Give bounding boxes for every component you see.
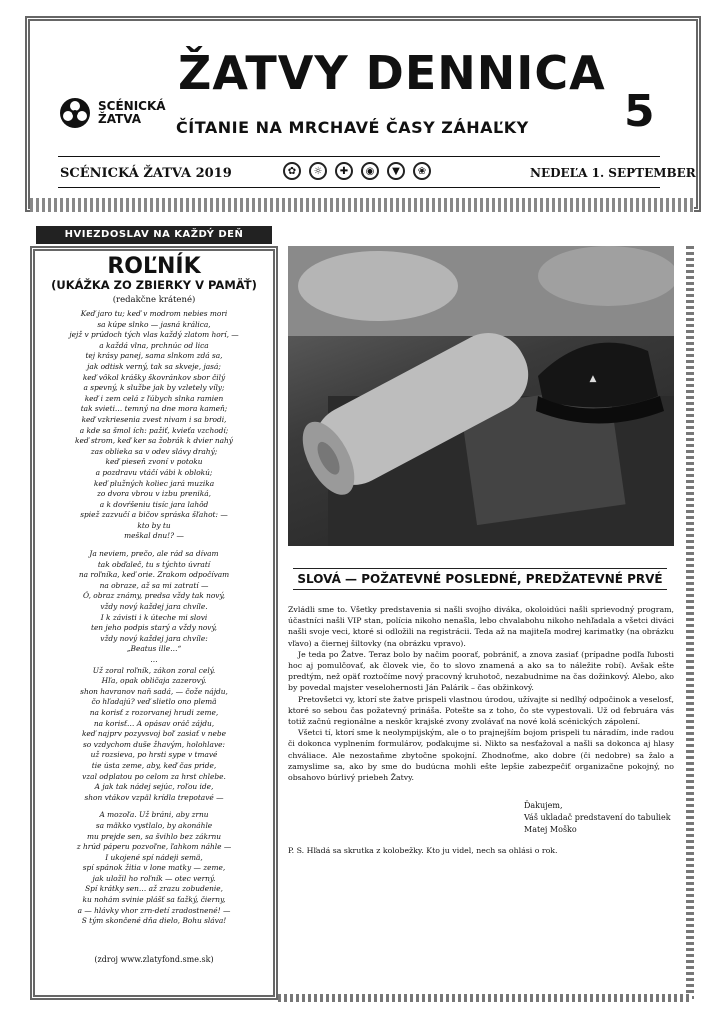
poem-source: (zdroj www.zlatyfond.sme.sk) — [94, 955, 214, 964]
poem-subtitle: (UKÁŽKA ZO ZBIERKY V PAMÄŤ) — [51, 278, 257, 292]
festival-icon-1: ✿ — [283, 162, 301, 180]
poem-line: keď vôkol krášky škovránkov sbor čilý — [82, 372, 226, 382]
festival-icons-row — [283, 162, 431, 180]
poem-line: keď najprv pozyvsvoj boľ zasiať v nebe — [81, 729, 227, 739]
edition-label: SCÉNICKÁ ŽATVA 2019 — [60, 166, 232, 181]
postscript: P. S. Hľadá sa skrutka z kolobežky. Kto ju videl, nech sa ohlási o rok. — [288, 846, 558, 855]
poem-line: už rozsieva, po hrsti sype v tmavé — [90, 750, 218, 760]
section-tag: HVIEZDOSLAV NA KAŽDÝ DEŇ — [36, 226, 272, 244]
poem-note: (redakčne krátené) — [112, 295, 196, 305]
signature-line-2: Váš ukladač predstavení do tabuliek — [524, 813, 671, 822]
poem-line: Ja neviem, prečo, ale rád sa dívam — [89, 549, 219, 559]
header-ornament-strip — [30, 198, 694, 212]
poem-line: a pozdravu vtáčí vábi k oblokú; — [95, 467, 213, 477]
poem-stanza-3 — [40, 666, 268, 804]
poem-line: ten jeho podpis starý a vždy nový, — [90, 623, 218, 633]
newspaper-title: ŽATVY DENNICA — [178, 46, 606, 100]
poem-line: shon havranov naň sadá, — čože nájdu, — [80, 686, 228, 696]
poem-ellipsis: … — [150, 655, 158, 664]
poem-line: spí spánok žitia v lone matky — zeme, — [82, 863, 226, 873]
poem-line: spiež zazvučí a bičov spráska šľahot: — — [80, 510, 228, 520]
poem-line: tej krásy panej, sama slnkom zdá sa, — [85, 351, 223, 361]
photo-illustration — [288, 246, 674, 546]
poem-line: keď plužných koliec jará muzika — [93, 478, 215, 488]
right-ornament-border — [686, 246, 694, 1000]
article-paragraph: Pretovšetci vy, ktorí ste žatve prispeli vlastnou úrodou, užívajte si nedlhý odpočinok a veselosť, ktoré so sebou čas požatevný prináša. Potešte sa z toho, čo ste vypestovali. Už od februára vás totiž začnú regionálne a neskôr krajské zvony zvolávať na nové kolá scénických zápolení. — [288, 694, 674, 727]
poem-line: keď i zem celá z ľúbych slnka ramien — [84, 393, 224, 403]
signature-line-1: Ďakujem, — [524, 801, 563, 810]
poem-stanza-4 — [40, 810, 268, 927]
festival-icon-6: ❀ — [413, 162, 431, 180]
poem-line: shon vtákov vzpäl krídla trepotavé — — [84, 792, 224, 802]
festival-icon-3: ✚ — [335, 162, 353, 180]
article-paragraph: Zvládli sme to. Všetky predstavenia si našli svojho diváka, okoloidúci našli sprievodný program, účastníci našli VIP stan, polícia nikoho nenašla, lebo chvalabohu nikoho nehľadala a všetci diváci našli svoje veci, ktoré si odložili na registrácii. Teda až na majiteľa modrej karimatky (na obrázku vľavo) a čiernej šiltovky (na obrázku vpravo). — [288, 605, 674, 648]
newspaper-subtitle: ČÍTANIE NA MRCHAVÉ ČASY ZÁHAĽKY — [176, 118, 529, 137]
poem-line: na obraze, až sa mi zatratí — — [99, 580, 209, 590]
poem-line: jak odtisk verný, tak sa skveje, jasá; — [87, 361, 221, 371]
poem-line: „Beatus ille…“ — [126, 644, 182, 654]
poem-line: zo dvora vbrou v izbu preniká, — [97, 489, 211, 499]
poem-line: I k závisti i k úteche mi slovi — [100, 612, 208, 622]
poem-line: Už zoral roľník, zákon zoral celý. — [92, 665, 216, 675]
poem-line: keď pieseň zvoní v potoku — [105, 457, 203, 467]
poem-stanza-1 — [40, 309, 268, 542]
article-paragraph: Všetci tí, ktorí sme k neolympijským, ale o to prajnejším bojom prispeli tu náradím, inde radou či dokonca vyplnením formulárov, poďakujme si. Nikto sa nesťažoval a našli sa dokonca aj hlasy chváliace. Ale nezostaňme zbytočne spokojní. Zhodnoťme, ako dobre (či nedobre) sa žalo a zamyslime sa, ako by sme do budúcna mohli ešte lepšie zabezpečiť organizačne pokojný, no obsahovo búrlivý priebeh Žatvy. — [288, 728, 674, 783]
svg-text:▲: ▲ — [589, 374, 597, 384]
poem-line: Hľa, opak obličaja zazerový. — [101, 676, 207, 686]
poem-line: Ó, obraz známy, predsa vždy tak nový, — [82, 591, 226, 601]
poem-line: na korisť… A opásav oráč zájdu, — [93, 718, 215, 728]
poem-line: jak uložil ho roľník — otec verný. — [92, 873, 216, 883]
poem-line: so vzdychom duše žhavým, holohlave: — [83, 739, 225, 749]
dateline-rule-top — [58, 156, 660, 157]
poem-line: tak obďaleč, tu s týchto úvratí — [97, 559, 211, 569]
poem-line: zas oblieka sa v odev slávy drahý; — [90, 446, 218, 456]
logo-line-2: ŽATVA — [98, 112, 142, 126]
poem-line: a — hlávky vhor zrn-detí zradostnené! — — [77, 905, 231, 915]
poem-line: S tým skončené dňa dielo, Bohu sláva! — [81, 916, 227, 926]
poem-line: tak svieti… temný na dne mora kameň; — [80, 404, 228, 414]
article-signature — [524, 800, 671, 836]
festival-icon-5: ▼ — [387, 162, 405, 180]
article-body — [288, 604, 674, 783]
poem-line: jejž v prúdoch tých vlas každý zlatom horí, — — [69, 330, 239, 340]
poem-line: sa mäkko vystlalo, by akonáhle — [95, 820, 213, 830]
poem-line: Keď jaro tu; keď v modrom nebies mori — [80, 309, 228, 318]
poem-line: a každá vlna, prchnúc od lica — [99, 340, 209, 350]
poem-line: z hrúd páperu pozvoľne, ľahkom náhle — — [76, 842, 232, 852]
poem-line: tie ústa zeme, aby, keď čas pride, — [91, 760, 217, 770]
article-paragraph: Je teda po Žatve. Teraz bolo by načim poorať, pobrániť, a znova zasiať (prípadne podľa ľubosti hoc aj pomulčovať, ak človek vie, čo to slovo znamená a ako sa to náležite robí). Avšak ešte predtým, než opäť roztočíme nový pracovný kruhotoč, nezabudnime na čas dožinkový. Alebo, ako by povedal majster veselohernosti Ján Palárik – čas obžinkový. — [288, 649, 674, 693]
lost-items-photo — [288, 246, 674, 546]
signature-author: Matej Moško — [524, 825, 577, 834]
poem-line: I ukojené spí nádeji semä, — [105, 852, 203, 862]
festival-icon-4: ◉ — [361, 162, 379, 180]
logo-line-1: SCÉNICKÁ — [98, 99, 166, 113]
poem-line: čo hľadajú? veď slietlo ono plemä — [91, 697, 217, 707]
poem-line: sa kúpe slnko — jasná králica, — [97, 319, 211, 329]
festival-logo-icon — [58, 96, 92, 130]
poem-line: a spevný, k službe jak by vzletely víly; — [83, 383, 225, 393]
article-title: SLOVÁ — POŽATEVNÉ POSLEDNÉ, PREDŽATEVNÉ PRVÉ — [293, 568, 667, 590]
poem-body — [40, 309, 268, 927]
poem-line: a kde sa šmol ích: pažiť, kvieťa vzchodí; — [79, 425, 229, 435]
issue-date: NEDEĽA 1. SEPTEMBER — [530, 166, 696, 180]
festival-icon-2: ☼ — [309, 162, 327, 180]
poem-line: kto by tu — [137, 520, 171, 530]
poem-line: Spí krátky sen… až zrazu zobudenie, — [85, 884, 223, 894]
poem-line: na roľníka, keď orie. Zrakom odpočívam — [78, 570, 230, 580]
poem-stanza-2 — [40, 549, 268, 655]
poem-line: a k dovŕšeniu tisíc jara lahôd — [99, 499, 209, 509]
bottom-ornament-border — [278, 994, 692, 1002]
poem-line: A jak tak nádej sejúc, roľou ide, — [94, 782, 214, 792]
poem-line: na korisť z rozorvanej hrudi zeme, — [89, 707, 219, 717]
poem-line: ku nohám svinie plášť sa ťažký, čierny, — [82, 895, 226, 905]
dateline-rule-bottom — [58, 187, 660, 188]
poem-line: meškal dnu!? — — [124, 531, 184, 541]
poem-line: keď strom, keď ker sa žobrák k dvier nahý — [75, 436, 233, 446]
festival-logo-text — [98, 100, 166, 126]
poem-line: vždy nový každej jara chvíle: — [100, 633, 208, 643]
poem-line: vzal odplatou po celom za hrst chlebe. — [82, 771, 226, 781]
poem-line: mu prejde sen, sa švihlo bez zákrnu — [86, 831, 222, 841]
poem-line: A mozoľa. Už bráni, aby zrnu — [99, 810, 209, 820]
poem-line: vždy nový každej jara chvíle. — [100, 602, 208, 612]
poem-title: ROĽNÍK — [107, 254, 201, 279]
poem-line: keď vzkriesenia zvest nivam i sa brodi, — [81, 414, 227, 424]
issue-number: 5 — [624, 86, 655, 137]
